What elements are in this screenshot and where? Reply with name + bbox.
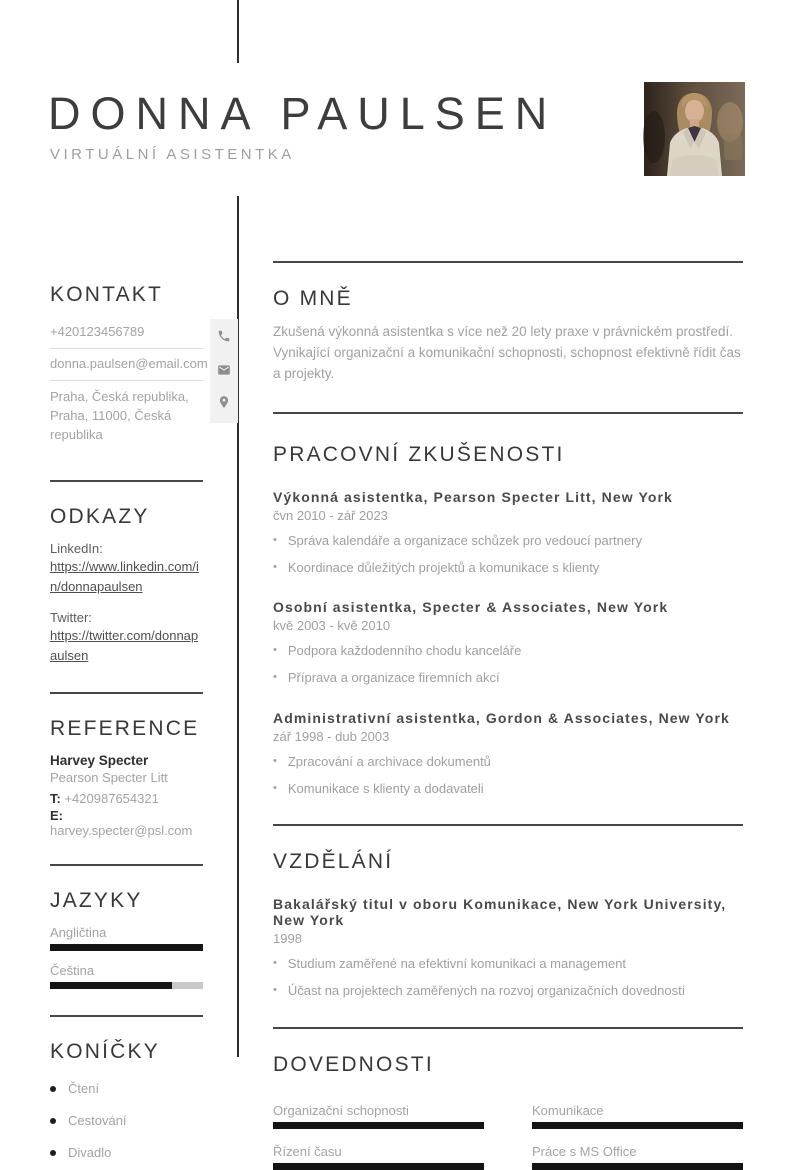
mail-icon [217, 363, 231, 377]
skill-item [273, 1144, 484, 1170]
divider [273, 824, 743, 826]
skill-item [532, 1103, 743, 1129]
job-dates: kvě 2003 - kvě 2010 [273, 618, 391, 634]
hobbies-heading: KONÍČKY [50, 1040, 160, 1064]
link-group-linkedin [50, 541, 203, 597]
degree-bullet-text: Studium zaměřené na efektivní komunikaci a management [287, 955, 627, 971]
reference-heading: REFERENCE [50, 717, 200, 741]
hobby-label: Čtení [68, 1081, 100, 1097]
language-item-czech [50, 963, 203, 989]
hobby-item [50, 1113, 203, 1128]
about-heading: O MNĚ [273, 287, 353, 310]
job-entry [273, 489, 743, 577]
divider [273, 261, 743, 263]
job-bullet [273, 559, 743, 577]
reference-phone-label: T: [50, 791, 61, 807]
job-bullet-text: Zpracování a archivace dokumentů [287, 753, 491, 769]
contact-address-line2: Praha, 11000, Česká republika [50, 407, 172, 442]
job-bullets [273, 642, 743, 687]
contact-address [50, 381, 203, 454]
about-text: Zkušená výkonná asistentka s více než 20 lety praxe v právnickém prostředí. Vynikající organizační a komunikační schopnosti, schopnost efektivně řídit čas a projekty. [273, 324, 741, 381]
contact-icons-strip [210, 319, 238, 423]
bullet-glyph: • [273, 671, 277, 684]
language-bar-track [50, 982, 203, 989]
twitter-link[interactable]: https://twitter.com/donnapaulsen [50, 627, 199, 663]
skill-bar-fill [532, 1163, 743, 1170]
reference-email-value: harvey.specter@psl.com [50, 823, 193, 839]
divider [50, 692, 203, 694]
job-dates: čvn 2010 - zář 2023 [273, 507, 388, 523]
skill-bar-track [532, 1163, 743, 1170]
contact-phone: +420123456789 [50, 317, 203, 349]
person-name: DONNA PAULSEN [48, 88, 558, 139]
bullet-glyph: • [273, 533, 277, 546]
skill-bar-fill [273, 1122, 484, 1129]
contact-address-line1: Praha, Česká republika, [50, 389, 189, 404]
language-item-english [50, 925, 203, 951]
degree-dates: 1998 [273, 930, 302, 946]
job-entry [273, 599, 743, 687]
language-bar-fill [50, 944, 203, 951]
hobby-item [50, 1081, 203, 1096]
degree-bullets [273, 955, 743, 1000]
twitter-label: Twitter: [50, 609, 92, 625]
job-bullet-text: Podpora každodenního chodu kanceláře [287, 643, 522, 659]
job-bullet [273, 532, 743, 550]
reference-phone [50, 791, 203, 806]
divider [273, 412, 743, 414]
job-bullet [273, 642, 743, 660]
link-group-twitter [50, 610, 203, 666]
skill-item [532, 1144, 743, 1170]
job-bullet-text: Příprava a organizace firemních akcí [287, 670, 500, 686]
divider [273, 1027, 743, 1029]
divider [50, 864, 203, 866]
job-bullet [273, 780, 743, 798]
language-bar-fill [50, 982, 172, 989]
bullet-dot-icon [50, 1150, 56, 1156]
phone-icon [217, 329, 231, 343]
main-column [273, 261, 743, 1170]
bullet-glyph: • [273, 984, 277, 997]
reference-company: Pearson Specter Litt [50, 770, 168, 786]
skill-bar-track [273, 1163, 484, 1170]
hobby-item [50, 1145, 203, 1160]
degree-bullet [273, 955, 743, 973]
linkedin-label: LinkedIn: [50, 540, 103, 556]
skill-bar-fill [273, 1163, 484, 1170]
bullet-glyph: • [273, 781, 277, 794]
divider [50, 1015, 203, 1017]
job-entry [273, 710, 743, 798]
job-title: Administrativní asistentka, Gordon & Associates, New York [273, 709, 730, 726]
language-label: Angličtina [50, 925, 107, 941]
divider [50, 480, 203, 482]
language-label: Čeština [50, 963, 95, 979]
bullet-dot-icon [50, 1118, 56, 1124]
skills-grid [273, 1103, 743, 1170]
bullet-glyph: • [273, 754, 277, 767]
sidebar [50, 283, 208, 1161]
person-job-title: VIRTUÁLNÍ ASISTENTKA [50, 146, 295, 163]
job-bullet-text: Komunikace s klienty a dodavateli [287, 780, 484, 796]
skill-item [273, 1103, 484, 1129]
reference-email [50, 808, 203, 838]
job-title: Výkonná asistentka, Pearson Specter Litt, New York [273, 488, 673, 505]
skill-bar-fill [532, 1122, 743, 1129]
degree-bullet [273, 982, 743, 1000]
reference-email-label: E: [50, 808, 63, 824]
skill-bar-track [532, 1122, 743, 1129]
degree-bullet-text: Účast na projektech zaměřených na rozvoj organizačních dovedností [287, 983, 686, 999]
links-heading: ODKAZY [50, 504, 150, 528]
degree-title: Bakalářský titul v oboru Komunikace, New York University, New York [273, 895, 727, 928]
education-entry [273, 896, 743, 1000]
bullet-glyph: • [273, 644, 277, 657]
education-heading: VZDĚLÁNÍ [273, 849, 394, 873]
portrait-illustration [644, 82, 745, 176]
work-heading: PRACOVNÍ ZKUŠENOSTI [273, 442, 565, 466]
location-pin-icon [217, 395, 231, 409]
skill-label: Organizační schopnosti [273, 1103, 409, 1119]
job-bullet-text: Správa kalendáře a organizace schůzek pro vedoucí partnery [287, 532, 642, 548]
language-bar-track [50, 944, 203, 951]
languages-heading: JAZYKY [50, 889, 143, 913]
contact-email: donna.paulsen@email.com [50, 349, 203, 381]
linkedin-link[interactable]: https://www.linkedin.com/in/donnapaulsen [50, 558, 199, 594]
reference-phone-value: +420987654321 [64, 791, 159, 807]
job-bullet-text: Koordinace důležitých projektů a komunikace s klienty [287, 559, 600, 575]
bullet-glyph: • [273, 956, 277, 969]
vertical-divider-top [237, 0, 239, 63]
skill-label: Komunikace [532, 1103, 604, 1119]
contact-block [50, 317, 208, 454]
job-dates: zář 1998 - dub 2003 [273, 728, 390, 744]
reference-name: Harvey Specter [50, 753, 149, 769]
job-bullets [273, 532, 743, 577]
job-bullets [273, 753, 743, 798]
contact-heading: KONTAKT [50, 283, 164, 306]
profile-photo [644, 82, 745, 176]
job-title: Osobní asistentka, Specter & Associates, New York [273, 599, 669, 616]
skill-bar-track [273, 1122, 484, 1129]
skill-label: Řízení času [273, 1144, 342, 1160]
bullet-dot-icon [50, 1086, 56, 1092]
skills-heading: DOVEDNOSTI [273, 1053, 434, 1077]
skill-label: Práce s MS Office [532, 1144, 637, 1160]
job-bullet [273, 669, 743, 687]
hobby-label: Divadlo [68, 1145, 112, 1161]
bullet-glyph: • [273, 560, 277, 573]
job-bullet [273, 753, 743, 771]
hobby-label: Cestování [68, 1113, 127, 1129]
